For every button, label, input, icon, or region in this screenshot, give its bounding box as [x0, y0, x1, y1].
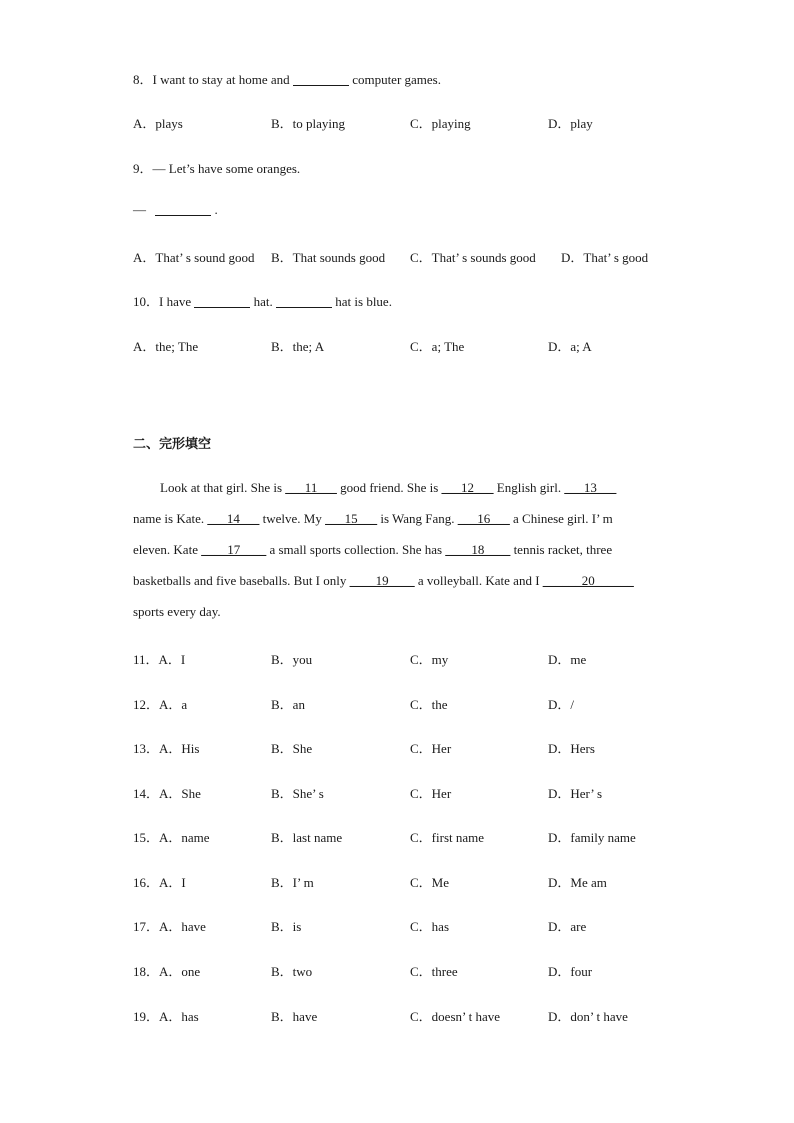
question-10-options [133, 336, 693, 354]
option-b: B．have [271, 1009, 318, 1024]
blank-19: ____19____ [349, 573, 415, 588]
option-c: C．playing [410, 116, 471, 131]
cloze-question-row [133, 1006, 693, 1024]
passage-text: name is Kate. [133, 511, 208, 526]
option-c: C．Her [410, 741, 452, 756]
passage-text: basketballs and five baseballs. But I only [133, 573, 350, 588]
question-stem-text: computer games. [352, 72, 441, 87]
option-b: B．That sounds good [271, 250, 386, 265]
cloze-question-row [133, 694, 693, 712]
passage-text: a volleyball. Kate and I [414, 573, 543, 588]
option-d: D．That’ s good [561, 250, 649, 265]
blank-20: ______20______ [542, 573, 634, 588]
question-9-stem: 9．— Let’s have some oranges. [133, 161, 301, 176]
option-c: C．has [410, 919, 450, 934]
blank-17: ____17____ [201, 542, 267, 557]
cloze-question-row [133, 783, 693, 801]
option-d: D．Her’ s [548, 786, 603, 801]
option-c: C．doesn’ t have [410, 1009, 501, 1024]
answer-blank [194, 294, 250, 308]
option-c: C．Me [410, 875, 450, 890]
option-c: C．the [410, 697, 448, 712]
cloze-question-row [133, 827, 693, 845]
question-10-stem [133, 291, 392, 310]
question-stem-text: 8．I want to stay at home and [133, 72, 290, 87]
option-a: 18．A．one [133, 964, 201, 979]
blank-12: ___12___ [441, 480, 494, 495]
option-d: D．me [548, 652, 587, 667]
cloze-question-row [133, 961, 693, 979]
option-d: D．Me am [548, 875, 607, 890]
option-a: 16．A．I [133, 875, 186, 890]
option-b: B．two [271, 964, 313, 979]
option-b: B．She [271, 741, 313, 756]
option-b: B．an [271, 697, 305, 712]
passage-text: good friend. She is [336, 480, 442, 495]
option-a: 15．A．name [133, 830, 210, 845]
blank-14: ___14___ [207, 511, 260, 526]
passage-text: is Wang Fang. [377, 511, 458, 526]
option-d: D．play [548, 116, 593, 131]
blank-13: ___13___ [564, 480, 617, 495]
option-c: C．Her [410, 786, 452, 801]
blank-11: ___11___ [285, 480, 337, 495]
option-d: D．don’ t have [548, 1009, 628, 1024]
option-c: C．first name [410, 830, 485, 845]
passage-text: English girl. [493, 480, 565, 495]
passage-line [133, 596, 658, 627]
question-stem-text: hat is blue. [335, 294, 392, 309]
option-a: A．plays [133, 116, 183, 131]
option-b: B．the; A [271, 339, 325, 354]
option-a: 14．A．She [133, 786, 201, 801]
passage-text: Look at that girl. She is [160, 480, 286, 495]
passage-line [133, 472, 658, 503]
passage-text: eleven. Kate [133, 542, 202, 557]
passage-line [133, 534, 658, 565]
passage-text: twelve. My [259, 511, 326, 526]
option-d: D．family name [548, 830, 636, 845]
option-a: 12．A．a [133, 697, 188, 712]
passage-text: tennis racket, three [510, 542, 613, 557]
cloze-question-row [133, 872, 693, 890]
cloze-question-row [133, 738, 693, 756]
passage-text: sports every day. [133, 604, 221, 619]
answer-blank [293, 72, 349, 86]
option-b: B．is [271, 919, 302, 934]
option-c: C．That’ s sounds good [410, 250, 536, 265]
section-heading: 二、完形填空 [133, 437, 212, 452]
blank-16: ___16___ [457, 511, 510, 526]
cloze-question-row [133, 649, 693, 667]
blank-18: ____18____ [445, 542, 511, 557]
cloze-question-row [133, 916, 693, 934]
blank-15: ___15___ [325, 511, 378, 526]
passage-text: a Chinese girl. I’ m [509, 511, 613, 526]
option-b: B．last name [271, 830, 343, 845]
option-c: C．my [410, 652, 449, 667]
option-b: B．you [271, 652, 313, 667]
answer-blank [155, 202, 211, 216]
reply-dash: — [133, 202, 146, 217]
option-d: D．Hers [548, 741, 595, 756]
question-8-stem [133, 69, 441, 88]
question-9-options [133, 247, 693, 265]
option-d: D．/ [548, 697, 575, 712]
question-8-options [133, 113, 693, 131]
option-d: D．are [548, 919, 587, 934]
passage-line [133, 565, 658, 596]
question-stem-text: 10．I have [133, 294, 192, 309]
option-a: A．the; The [133, 339, 199, 354]
answer-blank [276, 294, 332, 308]
option-c: C．a; The [410, 339, 465, 354]
cloze-passage [133, 472, 658, 627]
option-b: B．to playing [271, 116, 346, 131]
option-a: 11．A．I [133, 652, 186, 667]
option-a: 17．A．have [133, 919, 206, 934]
reply-end: . [214, 202, 218, 217]
passage-text: a small sports collection. She has [266, 542, 446, 557]
option-a: A．That’ s sound good [133, 250, 255, 265]
option-b: B．I’ m [271, 875, 314, 890]
question-stem-text: hat. [253, 294, 273, 309]
option-a: 19．A．has [133, 1009, 199, 1024]
option-a: 13．A．His [133, 741, 200, 756]
option-d: D．a; A [548, 339, 592, 354]
option-b: B．She’ s [271, 786, 324, 801]
passage-line [133, 503, 658, 534]
option-d: D．four [548, 964, 593, 979]
option-c: C．three [410, 964, 458, 979]
question-9-reply [133, 202, 218, 218]
